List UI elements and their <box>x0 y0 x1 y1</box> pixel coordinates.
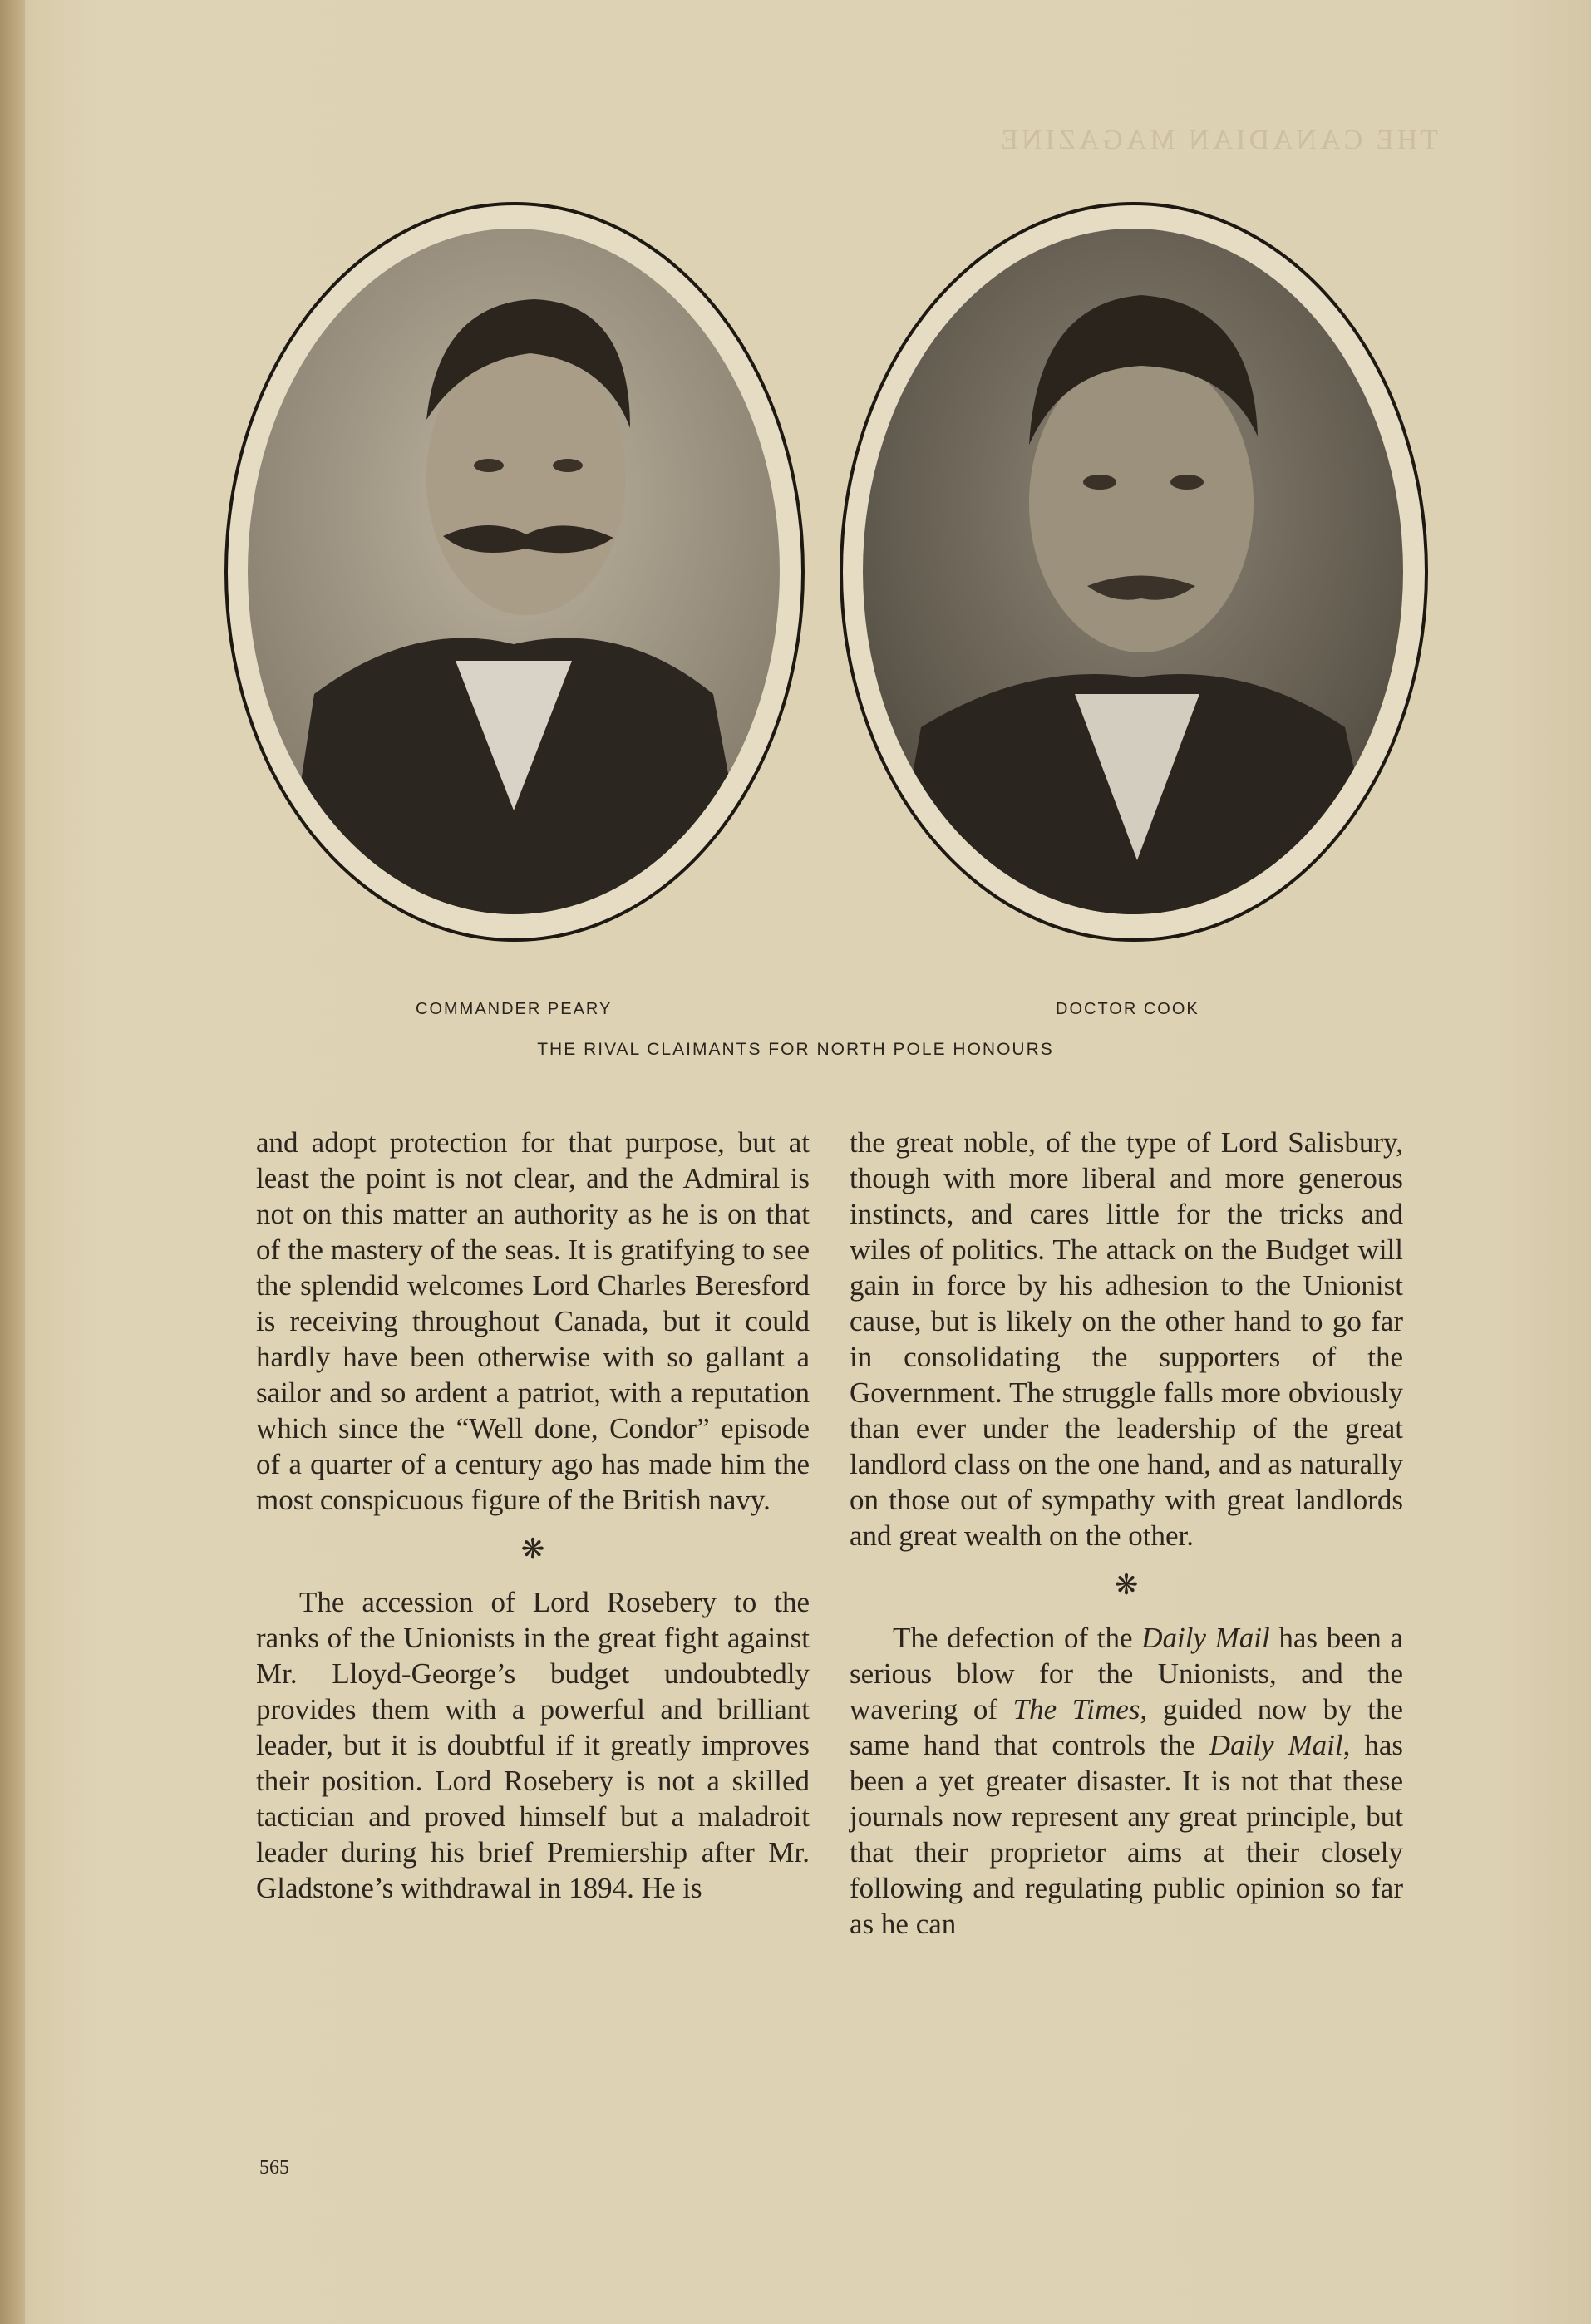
section-separator-left: ❋ <box>520 1533 545 1566</box>
left-paragraph-1: and adopt protection for that purpose, but at least the point is not clear, and the Admiral is not on this matter an authority as he is on that of the mastery of the seas. It is gratifying to see the splendid welcomes Lord Charles Beresford is receiving throughout Canada, but it could hardly have been otherwise with so gallant a sailor and so ardent a patriot, with a reputation which since the “Well done, Condor” episode of a quarter of a century ago has made him the most conspicuous figure of the British navy. <box>256 1126 810 1516</box>
right-column <box>850 1125 1403 1942</box>
left-column <box>256 1125 810 1906</box>
bleed-through-header: THE CANADIAN MAGAZINE <box>997 125 1438 155</box>
portrait-right-image <box>863 229 1403 914</box>
right-paragraph-1: the great noble, of the type of Lord Salisbury, though with more liberal and more generous instincts, and cares little for the tricks and wiles of politics. The attack on the Budget will gain in force by his adhesion to the Unionist cause, but is likely on the other hand to go far in consolidating the supporters of the Government. The struggle falls more obviously than ever under the leadership of the great landlord class on the one hand, and as naturally on those out of sympathy with great landlords and great wealth on the other. <box>850 1126 1403 1552</box>
portrait-left-image <box>248 229 780 914</box>
right-paragraph-2: The defection of the Daily Mail has been a serious blow for the Unionists, and the wavering of The Times, guided now by the same hand that controls the Daily Mail, has been a yet greater disaster. It is not that these journals now represent any great principle, but that their proprietor aims at their closely following and regulating public opinion so far as he can <box>850 1622 1404 1940</box>
caption-left: COMMANDER PEARY <box>416 1000 613 1018</box>
caption-right: DOCTOR COOK <box>1056 1000 1199 1018</box>
binding-edge <box>0 0 25 2324</box>
page-number: 565 <box>259 2157 289 2179</box>
section-separator-right: ❋ <box>1114 1568 1139 1602</box>
portrait-left <box>248 229 780 914</box>
portrait-right <box>863 229 1403 914</box>
left-paragraph-2: The accession of Lord Rosebery to the ranks of the Unionists in the great fight against Mr. Lloyd-George’s budget undoubtedly provides them with a powerful and brilliant leader, but it is doubtful if it greatly improves their position. Lord Rosebery is not a skilled tactician and proved himself but a maladroit leader during his brief Premiership after Mr. Gladstone’s withdrawal in 1894. He is <box>256 1586 810 1904</box>
figure-title: THE RIVAL CLAIMANTS FOR NORTH POLE HONOURS <box>537 1040 1054 1059</box>
